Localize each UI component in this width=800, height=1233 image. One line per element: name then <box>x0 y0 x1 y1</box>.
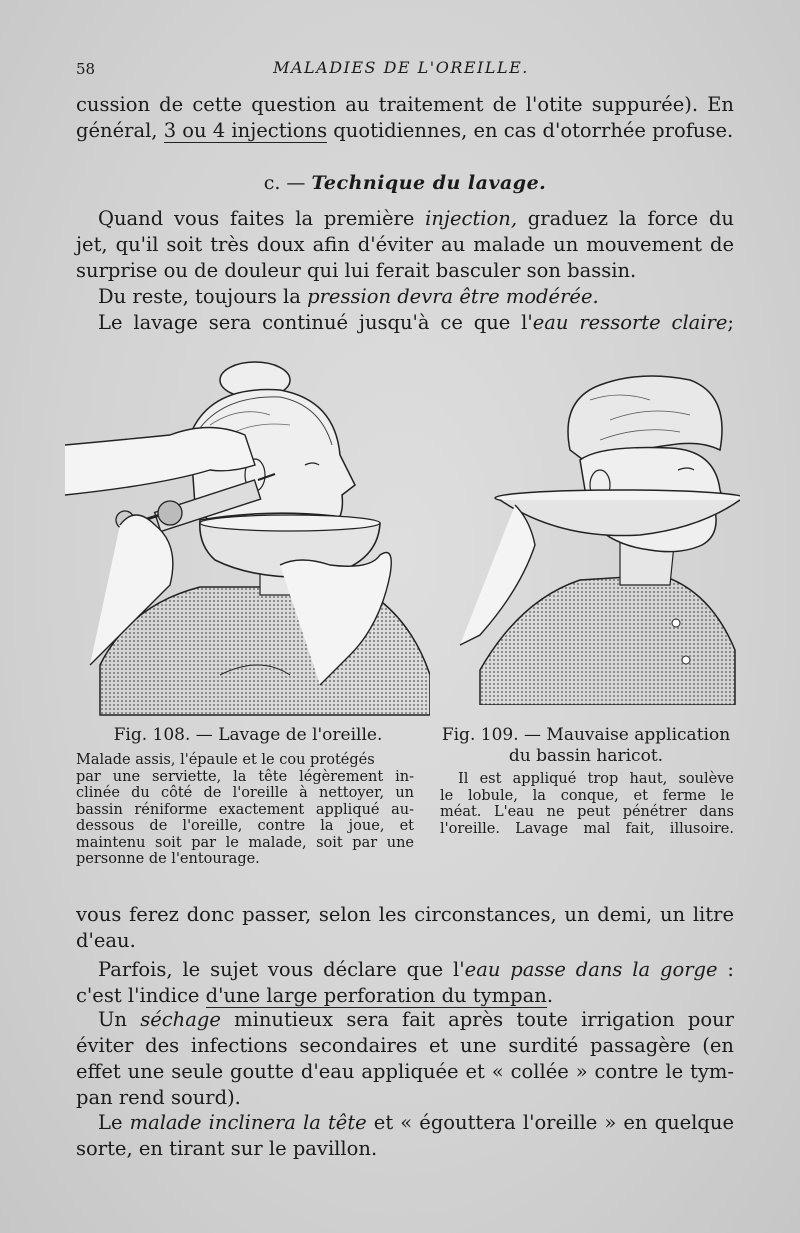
intro-paragraph <box>76 92 734 144</box>
text-line: Un séchage minutieux sera fait après toute irrigation pour <box>98 1008 734 1031</box>
text-line: vous ferez donc passer, selon les circonstances, un demi, un litre <box>76 903 734 926</box>
desc-line: clinée du côté de l'oreille à nettoyer, un <box>76 785 414 801</box>
running-title: MALADIES DE L'OREILLE. <box>273 58 529 77</box>
text-line: Le malade inclinera la tête et « égouttera l'oreille » en quelque <box>98 1111 734 1134</box>
desc-line: par une serviette, la tête légèrement in- <box>76 768 414 785</box>
text-line: éviter des infections secondaires et une surdité passagère (en <box>76 1034 734 1057</box>
fig-108-illustration <box>60 355 430 720</box>
underlined-text: 3 ou 4 injections <box>163 119 328 142</box>
text-line: Du reste, toujours la pression devra être modérée. <box>98 285 599 308</box>
text-line: Le lavage sera continué jusqu'à ce que l'eau ressorte claire; <box>98 311 734 334</box>
fig-109-description <box>440 771 734 837</box>
paragraph-technique <box>76 206 734 336</box>
desc-line: le lobule, la conque, et ferme le <box>440 787 734 804</box>
page-number: 58 <box>76 60 96 78</box>
running-header <box>76 58 726 82</box>
text-line: jet, qu'il soit très doux afin d'éviter au malade un mouvement de <box>76 233 734 256</box>
fig-108-description <box>76 752 414 868</box>
desc-line: maintenu soit par le malade, soit par une <box>76 834 414 851</box>
text-line: Quand vous faites la première injection, graduez la force du <box>98 207 734 230</box>
paragraph-tilt <box>76 1110 734 1162</box>
desc-line: bassin réniforme exactement appliqué au- <box>76 801 414 818</box>
text-line: cussion de cette question au traitement de l'otite suppurée). En <box>76 93 734 116</box>
fig-109-illustration <box>440 370 740 705</box>
text-line: pan rend sourd). <box>76 1086 241 1109</box>
text-line: effet une seule goutte d'eau appliquée et « collée » contre le tym- <box>76 1060 734 1083</box>
text-line: surprise ou de douleur qui lui ferait basculer son bassin. <box>76 259 637 282</box>
desc-line: l'oreille. Lavage mal fait, illusoire. <box>440 820 734 837</box>
text-line: c'est l'indice d'une large perforation du tympan. <box>76 984 554 1007</box>
text-line: Parfois, le sujet vous déclare que l'eau passe dans la gorge : <box>98 958 734 981</box>
desc-line: personne de l'entourage. <box>76 851 260 867</box>
text-line: général, 3 ou 4 injections quotidiennes, en cas d'otorrhée profuse. <box>76 119 734 142</box>
fig-108-caption: Fig. 108. — Lavage de l'oreille. <box>113 725 383 745</box>
desc-line: Malade assis, l'épaule et le cou protégés <box>76 752 375 768</box>
paragraph-quantity <box>76 902 734 954</box>
text-line: d'eau. <box>76 929 136 952</box>
paragraph-perforation <box>76 957 734 1009</box>
underlined-text: d'une large perforation du tympan <box>205 984 547 1007</box>
desc-line: Il est appliqué trop haut, soulève <box>458 771 734 787</box>
fig-109-caption: Fig. 109. — Mauvaise application du bassin haricot. <box>441 725 731 766</box>
section-heading: c. — Technique du lavage. <box>263 172 547 194</box>
paragraph-drying <box>76 1007 734 1111</box>
text-line: sorte, en tirant sur le pavillon. <box>76 1137 378 1160</box>
desc-line: dessous de l'oreille, contre la joue, et <box>76 818 414 834</box>
desc-line: méat. L'eau ne peut pénétrer dans <box>440 804 734 820</box>
